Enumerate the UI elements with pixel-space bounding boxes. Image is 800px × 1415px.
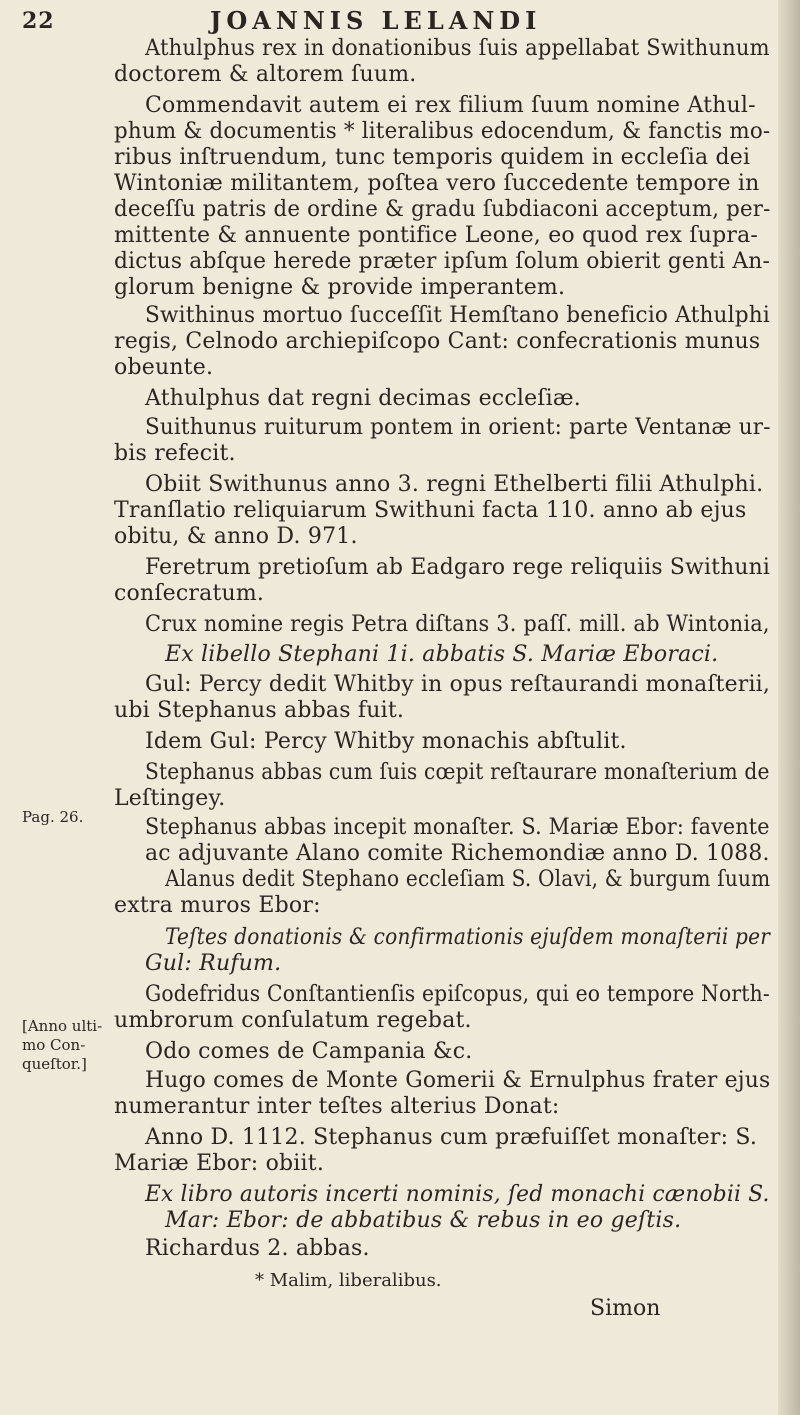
- text-line-italic: Ex libello Stephani 1i. abbatis S. Mariæ Eboraci.: [165, 642, 719, 667]
- text-line-italic: Ex libro autoris incerti nominis, ſed monachi cænobii S.: [145, 1182, 770, 1207]
- text-line: glorum benigne & provide imperantem.: [114, 275, 566, 300]
- text-line: Obiit Swithunus anno 3. regni Ethelberti filii Athulphi.: [145, 472, 764, 497]
- text-line: Anno D. 1112. Stephanus cum præfuiſſet monaſter: S.: [145, 1125, 758, 1150]
- text-line: Idem Gul: Percy Whitby monachis abſtulit.: [145, 729, 627, 754]
- margin-note-anno-3: queſtor.]: [22, 1055, 87, 1073]
- text-line: numerantur inter teſtes alterius Donat:: [114, 1094, 560, 1119]
- text-line: Swithinus mortuo ſucceſſit Hemſtano beneficio Athulphi: [145, 303, 770, 328]
- text-line: Feretrum pretioſum ab Eadgaro rege reliquiis Swithuni: [145, 555, 771, 580]
- text-line: Richardus 2. abbas.: [145, 1236, 370, 1261]
- text-line-italic: Gul: Rufum.: [145, 951, 282, 976]
- text-line: Crux nomine regis Petra diſtans 3. paſſ. mill. ab Wintonia,: [145, 612, 770, 637]
- text-line: doctorem & altorem ſuum.: [114, 62, 417, 87]
- margin-note-page-ref: Pag. 26.: [22, 808, 84, 826]
- text-line: conſecratum.: [114, 581, 265, 606]
- text-line: bis refecit.: [114, 441, 236, 466]
- text-line: deceſſu patris de ordine & gradu ſubdiaconi acceptum, per-: [114, 197, 771, 222]
- text-line: umbrorum conſulatum regebat.: [114, 1008, 472, 1033]
- text-line: phum & documentis * literalibus edocendum, & fanctis mo-: [114, 119, 771, 144]
- text-line: Leſtingey.: [114, 786, 226, 811]
- catchword: Simon: [590, 1296, 661, 1321]
- text-line: Alanus dedit Stephano eccleſiam S. Olavi, & burgum ſuum: [165, 867, 771, 892]
- text-line: ribus inſtruendum, tunc temporis quidem in eccleſia dei: [114, 145, 751, 170]
- text-line: Godefridus Conſtantienſis epiſcopus, qui eo tempore North-: [145, 982, 770, 1007]
- text-line-italic: Teſtes donationis & confirmationis ejuſdem monaſterii per: [165, 925, 771, 950]
- text-line: Hugo comes de Monte Gomerii & Ernulphus frater ejus: [145, 1068, 771, 1093]
- margin-note-anno-2: mo Con-: [22, 1036, 86, 1054]
- text-line: obeunte.: [114, 355, 214, 380]
- margin-note-anno-1: [Anno ulti-: [22, 1017, 103, 1035]
- text-line: extra muros Ebor:: [114, 893, 321, 918]
- text-line: obitu, & anno D. 971.: [114, 524, 358, 549]
- text-line: Mariæ Ebor: obiit.: [114, 1151, 325, 1176]
- running-head: JOANNIS LELANDI: [210, 6, 542, 35]
- text-line: dictus abſque herede præter ipſum ſolum obierit genti An-: [114, 249, 771, 274]
- text-line: Tranſlatio reliquiarum Swithuni facta 110. anno ab ejus: [114, 498, 747, 523]
- footnote: * Malim, liberalibus.: [255, 1270, 442, 1291]
- text-line: regis, Celnodo archiepiſcopo Cant: confecrationis munus: [114, 329, 761, 354]
- text-line: Gul: Percy dedit Whitby in opus reſtaurandi monaſterii,: [145, 672, 771, 697]
- text-line: Commendavit autem ei rex filium ſuum nomine Athul-: [145, 93, 756, 118]
- text-line: Athulphus dat regni decimas eccleſiæ.: [145, 386, 581, 411]
- text-line: mittente & annuente pontifice Leone, eo quod rex ſupra-: [114, 223, 759, 248]
- text-line: ac adjuvante Alano comite Richemondiæ anno D. 1088.: [145, 841, 770, 866]
- page-edge: [778, 0, 800, 1415]
- text-line: Stephanus abbas cum ſuis cœpit reſtaurare monaſterium de: [145, 760, 770, 785]
- text-line: Odo comes de Campania &c.: [145, 1039, 473, 1064]
- page-number: 22: [22, 8, 55, 34]
- text-line: Athulphus rex in donationibus ſuis appellabat Swithunum: [145, 36, 770, 61]
- text-line: ubi Stephanus abbas fuit.: [114, 698, 405, 723]
- text-line: Wintoniæ militantem, poſtea vero ſuccedente tempore in: [114, 171, 760, 196]
- text-line: Suithunus ruiturum pontem in orient: parte Ventanæ ur-: [145, 415, 771, 440]
- text-line: Stephanus abbas incepit monaſter. S. Mariæ Ebor: favente: [145, 815, 770, 840]
- text-line-italic: Mar: Ebor: de abbatibus & rebus in eo geſtis.: [165, 1208, 682, 1233]
